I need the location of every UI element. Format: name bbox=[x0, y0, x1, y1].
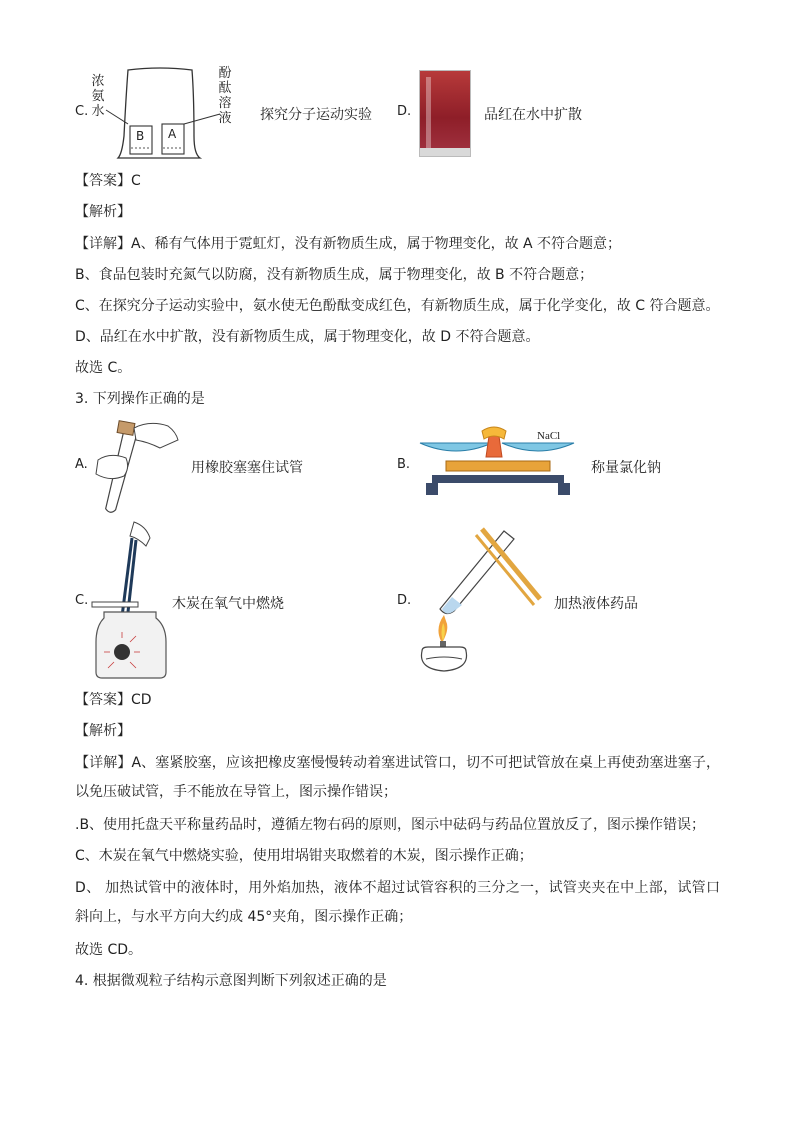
q2-detail-line: 【详解】A、稀有气体用于霓虹灯，没有新物质生成，属于物理变化，故 A 不符合题意； bbox=[75, 236, 622, 252]
molecular-motion-figure bbox=[88, 66, 248, 166]
dye-diffusion-photo bbox=[419, 70, 471, 157]
q2-answer: 【答案】C bbox=[75, 173, 141, 189]
option-c-caption: 探究分子运动实验 bbox=[260, 107, 372, 123]
q2-detail-line: D、品红在水中扩散，没有新物质生成，属于物理变化，故 D 不符合题意。 bbox=[75, 329, 540, 345]
option-d-letter: D. bbox=[397, 104, 412, 119]
phenolphthalein-label: 酚 酞 溶 液 bbox=[218, 66, 232, 126]
q3-question: 3. 下列操作正确的是 bbox=[75, 391, 205, 407]
q3-detail-c: C、木炭在氧气中燃烧实验，使用坩埚钳夹取燃着的木炭，图示操作正确； bbox=[75, 848, 533, 864]
test-tube-stopper-figure bbox=[90, 418, 185, 518]
q4-question: 4. 根据微观粒子结构示意图判断下列叙述正确的是 bbox=[75, 973, 387, 989]
q2-detail-line: C、在探究分子运动实验中，氨水使无色酚酞变成红色，有新物质生成，属于化学变化，故 C 符合题意。 bbox=[75, 298, 720, 314]
q3-detail-b: .B、使用托盘天平称量药品时，遵循左物右码的原则，图示中砝码与药品位置放反了，图示操作错误； bbox=[75, 817, 706, 833]
q3-conclusion: 故选 CD。 bbox=[75, 942, 143, 958]
q2-conclusion: 故选 C。 bbox=[75, 360, 132, 376]
option-d-caption: 品红在水中扩散 bbox=[484, 107, 582, 123]
option-d-caption: 加热液体药品 bbox=[554, 596, 638, 612]
charcoal-combustion-figure bbox=[90, 518, 175, 680]
heating-liquid-figure bbox=[412, 525, 547, 675]
balance-scale-figure bbox=[412, 425, 582, 505]
option-a-caption: 用橡胶塞塞住试管 bbox=[191, 460, 303, 476]
box-b-label: B bbox=[136, 129, 145, 143]
option-c-caption: 木炭在氧气中燃烧 bbox=[172, 596, 284, 612]
q3-detail-d: D、 加热试管中的液体时，用外焰加热，液体不超过试管容积的三分之一，试管夹夹在中上部，试管口斜向上，与水平方向大约成 45°夹角，图示操作正确； bbox=[75, 880, 720, 925]
q3-detail-a: 【详解】A、塞紧胶塞，应该把橡皮塞慢慢转动着塞进试管口，切不可把试管放在桌上再使劲塞进塞子，以免压破试管，手不能放在导管上，图示操作错误； bbox=[75, 755, 720, 800]
q2-detail-line: B、食品包装时充氮气以防腐，没有新物质生成，属于物理变化，故 B 不符合题意； bbox=[75, 267, 594, 283]
option-b-letter: B. bbox=[397, 457, 411, 472]
q3-analysis-heading: 【解析】 bbox=[75, 723, 131, 739]
bell-jar-drawing bbox=[88, 66, 248, 166]
option-c-letter: C. bbox=[75, 104, 89, 119]
ammonia-label: 浓 氨 水 bbox=[91, 74, 105, 119]
option-a-letter: A. bbox=[75, 457, 88, 472]
option-c-letter: C. bbox=[75, 593, 89, 608]
q3-answer: 【答案】CD bbox=[75, 692, 152, 708]
nacl-label: NaCl bbox=[537, 430, 561, 442]
box-a-label: A bbox=[168, 127, 177, 141]
option-d-letter: D. bbox=[397, 593, 412, 608]
q2-analysis-heading: 【解析】 bbox=[75, 204, 131, 220]
option-b-caption: 称量氯化钠 bbox=[591, 460, 661, 476]
